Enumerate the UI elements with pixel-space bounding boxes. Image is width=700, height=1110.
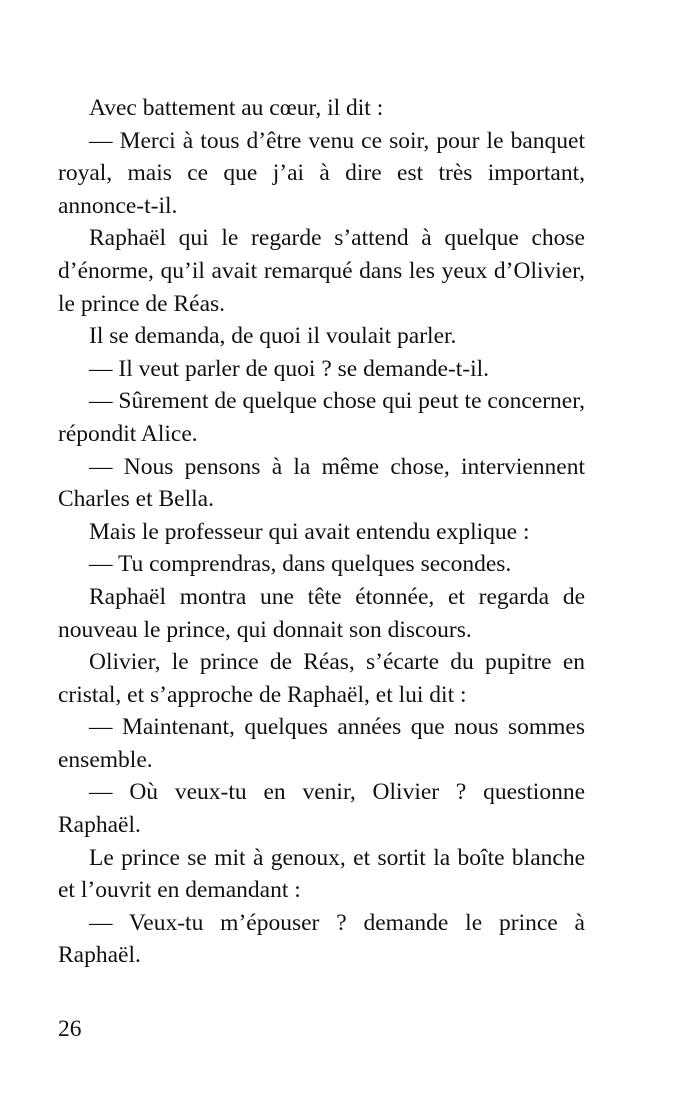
page-number: 26 bbox=[58, 1016, 82, 1042]
paragraph: — Maintenant, quelques années que nous sommes ensemble. bbox=[58, 714, 585, 773]
paragraph: Raphaël qui le regarde s’attend à quelque chose d’énorme, qu’il avait remarqué dans les yeux d’Olivier, le prince de Réas. bbox=[58, 225, 585, 317]
paragraph: Mais le professeur qui avait entendu explique : bbox=[89, 518, 530, 545]
body-text bbox=[58, 92, 585, 972]
paragraph: — Il veut parler de quoi ? se demande-t-il. bbox=[89, 355, 490, 382]
paragraph: Raphaël montra une tête étonnée, et regarda de nouveau le prince, qui donnait son discours. bbox=[58, 583, 585, 643]
paragraph: — Nous pensons à la même chose, interviennent Charles et Bella. bbox=[58, 453, 585, 513]
paragraph: — Où veux-tu en venir, Olivier ? questionne Raphaël. bbox=[58, 779, 585, 839]
paragraph: — Veux-tu m’épouser ? demande le prince à Raphaël. bbox=[58, 909, 585, 969]
paragraph: — Sûrement de quelque chose qui peut te concerner, répondit Alice. bbox=[58, 388, 585, 447]
paragraph: Olivier, le prince de Réas, s’écarte du pupitre en cristal, et s’approche de Raphaël, et lui dit : bbox=[58, 649, 585, 708]
paragraph: — Merci à tous d’être venu ce soir, pour le banquet royal, mais ce que j’ai à dire est très important, annonce-t-il. bbox=[58, 127, 585, 219]
paragraph: Le prince se mit à genoux, et sortit la boîte blanche et l’ouvrit en demandant : bbox=[58, 844, 585, 904]
paragraph: Avec battement au cœur, il dit : bbox=[89, 95, 384, 121]
paragraph: Il se demanda, de quoi il voulait parler. bbox=[89, 323, 457, 350]
paragraph: — Tu comprendras, dans quelques secondes. bbox=[89, 551, 512, 578]
